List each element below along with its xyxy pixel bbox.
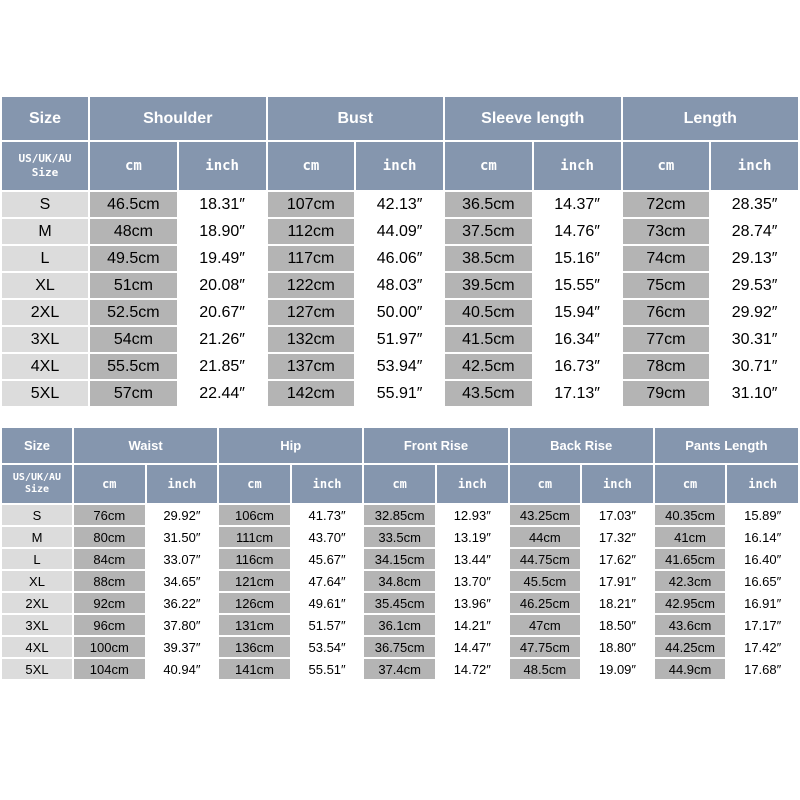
inch-value-cell: 22.44″ — [179, 381, 266, 406]
table-row — [2, 505, 798, 525]
cm-value-cell: 46.5cm — [90, 192, 177, 217]
sleeve-length-header: Sleeve length — [445, 97, 621, 140]
cm-value-cell: 126cm — [219, 593, 290, 613]
cm-value-cell: 36.1cm — [364, 615, 435, 635]
cm-value-cell: 74cm — [623, 246, 710, 271]
inch-value-cell: 13.19″ — [437, 527, 508, 547]
cm-value-cell: 122cm — [268, 273, 355, 298]
inch-value-cell: 16.34″ — [534, 327, 621, 352]
table-row — [2, 527, 798, 547]
unit-cm-header: cm — [364, 465, 435, 503]
cm-value-cell: 47.75cm — [510, 637, 581, 657]
inch-value-cell: 46.06″ — [356, 246, 443, 271]
size-cell: 2XL — [2, 300, 88, 325]
size-cell: S — [2, 192, 88, 217]
size-cell: 4XL — [2, 637, 72, 657]
table-row — [2, 327, 798, 352]
cm-value-cell: 57cm — [90, 381, 177, 406]
bottom-size-chart — [0, 426, 800, 681]
inch-value-cell: 16.73″ — [534, 354, 621, 379]
inch-value-cell: 31.50″ — [147, 527, 218, 547]
table-row — [2, 246, 798, 271]
unit-inch-header: inch — [147, 465, 218, 503]
inch-value-cell: 29.92″ — [711, 300, 798, 325]
length-header: Length — [623, 97, 799, 140]
cm-value-cell: 42.95cm — [655, 593, 726, 613]
cm-value-cell: 80cm — [74, 527, 145, 547]
inch-value-cell: 53.54″ — [292, 637, 363, 657]
cm-value-cell: 54cm — [90, 327, 177, 352]
cm-value-cell: 34.8cm — [364, 571, 435, 591]
size-region-line1: US/UK/AU — [18, 152, 72, 166]
table-row — [2, 354, 798, 379]
inch-value-cell: 42.13″ — [356, 192, 443, 217]
cm-value-cell: 40.5cm — [445, 300, 532, 325]
inch-value-cell: 17.42″ — [727, 637, 798, 657]
cm-value-cell: 116cm — [219, 549, 290, 569]
inch-value-cell: 29.53″ — [711, 273, 798, 298]
inch-value-cell: 14.76″ — [534, 219, 621, 244]
unit-inch-header: inch — [292, 465, 363, 503]
size-header: Size — [2, 97, 88, 140]
cm-value-cell: 137cm — [268, 354, 355, 379]
size-cell: 2XL — [2, 593, 72, 613]
bottom-table-body — [2, 505, 798, 679]
size-cell: S — [2, 505, 72, 525]
cm-value-cell: 48.5cm — [510, 659, 581, 679]
cm-value-cell: 43.5cm — [445, 381, 532, 406]
inch-value-cell: 30.71″ — [711, 354, 798, 379]
cm-value-cell: 41.5cm — [445, 327, 532, 352]
table-row — [2, 219, 798, 244]
size-cell: M — [2, 527, 72, 547]
cm-value-cell: 107cm — [268, 192, 355, 217]
cm-value-cell: 35.45cm — [364, 593, 435, 613]
inch-value-cell: 50.00″ — [356, 300, 443, 325]
cm-value-cell: 92cm — [74, 593, 145, 613]
inch-value-cell: 48.03″ — [356, 273, 443, 298]
size-cell: XL — [2, 273, 88, 298]
inch-value-cell: 39.37″ — [147, 637, 218, 657]
cm-value-cell: 72cm — [623, 192, 710, 217]
cm-value-cell: 36.5cm — [445, 192, 532, 217]
size-region-label — [2, 142, 88, 190]
unit-inch-header: inch — [534, 142, 621, 190]
inch-value-cell: 51.57″ — [292, 615, 363, 635]
inch-value-cell: 55.91″ — [356, 381, 443, 406]
inch-value-cell: 21.85″ — [179, 354, 266, 379]
cm-value-cell: 106cm — [219, 505, 290, 525]
cm-value-cell: 117cm — [268, 246, 355, 271]
top-size-chart — [0, 95, 800, 408]
inch-value-cell: 28.35″ — [711, 192, 798, 217]
cm-value-cell: 44cm — [510, 527, 581, 547]
inch-value-cell: 53.94″ — [356, 354, 443, 379]
inch-value-cell: 43.70″ — [292, 527, 363, 547]
inch-value-cell: 18.31″ — [179, 192, 266, 217]
inch-value-cell: 30.31″ — [711, 327, 798, 352]
inch-value-cell: 49.61″ — [292, 593, 363, 613]
cm-value-cell: 43.25cm — [510, 505, 581, 525]
cm-value-cell: 104cm — [74, 659, 145, 679]
inch-value-cell: 31.10″ — [711, 381, 798, 406]
inch-value-cell: 17.13″ — [534, 381, 621, 406]
size-cell: M — [2, 219, 88, 244]
cm-value-cell: 47cm — [510, 615, 581, 635]
inch-value-cell: 16.65″ — [727, 571, 798, 591]
inch-value-cell: 14.72″ — [437, 659, 508, 679]
hip-header: Hip — [219, 428, 362, 463]
cm-value-cell: 78cm — [623, 354, 710, 379]
cm-value-cell: 45.5cm — [510, 571, 581, 591]
inch-value-cell: 16.91″ — [727, 593, 798, 613]
cm-value-cell: 52.5cm — [90, 300, 177, 325]
size-cell: 5XL — [2, 659, 72, 679]
size-cell: 3XL — [2, 615, 72, 635]
unit-inch-header: inch — [711, 142, 798, 190]
inch-value-cell: 16.14″ — [727, 527, 798, 547]
cm-value-cell: 43.6cm — [655, 615, 726, 635]
inch-value-cell: 36.22″ — [147, 593, 218, 613]
size-cell: 5XL — [2, 381, 88, 406]
cm-value-cell: 127cm — [268, 300, 355, 325]
unit-inch-header: inch — [356, 142, 443, 190]
table-row — [2, 192, 798, 217]
inch-value-cell: 37.80″ — [147, 615, 218, 635]
cm-value-cell: 55.5cm — [90, 354, 177, 379]
unit-cm-header: cm — [655, 465, 726, 503]
cm-value-cell: 111cm — [219, 527, 290, 547]
size-region-line1: US/UK/AU — [12, 471, 62, 483]
table-row — [2, 273, 798, 298]
cm-value-cell: 73cm — [623, 219, 710, 244]
inch-value-cell: 21.26″ — [179, 327, 266, 352]
unit-cm-header: cm — [623, 142, 710, 190]
cm-value-cell: 142cm — [268, 381, 355, 406]
inch-value-cell: 13.70″ — [437, 571, 508, 591]
cm-value-cell: 100cm — [74, 637, 145, 657]
size-region-line2: Size — [24, 484, 50, 495]
cm-value-cell: 49.5cm — [90, 246, 177, 271]
inch-value-cell: 19.09″ — [582, 659, 653, 679]
table-row — [2, 571, 798, 591]
inch-value-cell: 14.37″ — [534, 192, 621, 217]
inch-value-cell: 17.62″ — [582, 549, 653, 569]
size-cell: 3XL — [2, 327, 88, 352]
bust-header: Bust — [268, 97, 444, 140]
cm-value-cell: 37.5cm — [445, 219, 532, 244]
cm-value-cell: 33.5cm — [364, 527, 435, 547]
table-row — [2, 593, 798, 613]
inch-value-cell: 17.32″ — [582, 527, 653, 547]
inch-value-cell: 17.17″ — [727, 615, 798, 635]
cm-value-cell: 41cm — [655, 527, 726, 547]
cm-value-cell: 32.85cm — [364, 505, 435, 525]
cm-value-cell: 136cm — [219, 637, 290, 657]
inch-value-cell: 16.40″ — [727, 549, 798, 569]
cm-value-cell: 131cm — [219, 615, 290, 635]
table-row — [2, 381, 798, 406]
unit-inch-header: inch — [582, 465, 653, 503]
table-row — [2, 549, 798, 569]
cm-value-cell: 112cm — [268, 219, 355, 244]
inch-value-cell: 45.67″ — [292, 549, 363, 569]
cm-value-cell: 96cm — [74, 615, 145, 635]
cm-value-cell: 42.3cm — [655, 571, 726, 591]
cm-value-cell: 40.35cm — [655, 505, 726, 525]
inch-value-cell: 17.91″ — [582, 571, 653, 591]
inch-value-cell: 14.47″ — [437, 637, 508, 657]
unit-inch-header: inch — [437, 465, 508, 503]
inch-value-cell: 19.49″ — [179, 246, 266, 271]
inch-value-cell: 34.65″ — [147, 571, 218, 591]
unit-cm-header: cm — [219, 465, 290, 503]
inch-value-cell: 15.89″ — [727, 505, 798, 525]
top-table-body — [2, 192, 798, 406]
cm-value-cell: 44.9cm — [655, 659, 726, 679]
cm-value-cell: 34.15cm — [364, 549, 435, 569]
unit-cm-header: cm — [268, 142, 355, 190]
cm-value-cell: 46.25cm — [510, 593, 581, 613]
inch-value-cell: 14.21″ — [437, 615, 508, 635]
inch-value-cell: 47.64″ — [292, 571, 363, 591]
inch-value-cell: 13.44″ — [437, 549, 508, 569]
table-row — [2, 637, 798, 657]
inch-value-cell: 44.09″ — [356, 219, 443, 244]
unit-cm-header: cm — [74, 465, 145, 503]
cm-value-cell: 41.65cm — [655, 549, 726, 569]
cm-value-cell: 44.25cm — [655, 637, 726, 657]
inch-value-cell: 33.07″ — [147, 549, 218, 569]
cm-value-cell: 121cm — [219, 571, 290, 591]
front-rise-header: Front Rise — [364, 428, 507, 463]
pants-length-header: Pants Length — [655, 428, 798, 463]
cm-value-cell: 42.5cm — [445, 354, 532, 379]
shoulder-header: Shoulder — [90, 97, 266, 140]
cm-value-cell: 84cm — [74, 549, 145, 569]
cm-value-cell: 36.75cm — [364, 637, 435, 657]
inch-value-cell: 41.73″ — [292, 505, 363, 525]
size-region-label — [2, 465, 72, 503]
cm-value-cell: 38.5cm — [445, 246, 532, 271]
inch-value-cell: 18.21″ — [582, 593, 653, 613]
waist-header: Waist — [74, 428, 217, 463]
unit-cm-header: cm — [90, 142, 177, 190]
inch-value-cell: 29.13″ — [711, 246, 798, 271]
cm-value-cell: 88cm — [74, 571, 145, 591]
cm-value-cell: 77cm — [623, 327, 710, 352]
inch-value-cell: 18.80″ — [582, 637, 653, 657]
cm-value-cell: 75cm — [623, 273, 710, 298]
cm-value-cell: 44.75cm — [510, 549, 581, 569]
table-row — [2, 615, 798, 635]
size-cell: XL — [2, 571, 72, 591]
inch-value-cell: 51.97″ — [356, 327, 443, 352]
inch-value-cell: 17.68″ — [727, 659, 798, 679]
cm-value-cell: 37.4cm — [364, 659, 435, 679]
inch-value-cell: 15.16″ — [534, 246, 621, 271]
cm-value-cell: 39.5cm — [445, 273, 532, 298]
table-row — [2, 300, 798, 325]
cm-value-cell: 76cm — [74, 505, 145, 525]
inch-value-cell: 13.96″ — [437, 593, 508, 613]
inch-value-cell: 40.94″ — [147, 659, 218, 679]
unit-inch-header: inch — [727, 465, 798, 503]
inch-value-cell: 12.93″ — [437, 505, 508, 525]
unit-cm-header: cm — [445, 142, 532, 190]
inch-value-cell: 18.50″ — [582, 615, 653, 635]
inch-value-cell: 15.55″ — [534, 273, 621, 298]
unit-inch-header: inch — [179, 142, 266, 190]
size-cell: L — [2, 246, 88, 271]
cm-value-cell: 76cm — [623, 300, 710, 325]
size-cell: L — [2, 549, 72, 569]
cm-value-cell: 79cm — [623, 381, 710, 406]
back-rise-header: Back Rise — [510, 428, 653, 463]
inch-value-cell: 17.03″ — [582, 505, 653, 525]
inch-value-cell: 20.08″ — [179, 273, 266, 298]
cm-value-cell: 51cm — [90, 273, 177, 298]
inch-value-cell: 18.90″ — [179, 219, 266, 244]
unit-cm-header: cm — [510, 465, 581, 503]
cm-value-cell: 141cm — [219, 659, 290, 679]
cm-value-cell: 48cm — [90, 219, 177, 244]
inch-value-cell: 29.92″ — [147, 505, 218, 525]
inch-value-cell: 28.74″ — [711, 219, 798, 244]
inch-value-cell: 55.51″ — [292, 659, 363, 679]
cm-value-cell: 132cm — [268, 327, 355, 352]
size-cell: 4XL — [2, 354, 88, 379]
table-row — [2, 659, 798, 679]
size-region-line2: Size — [31, 166, 59, 179]
inch-value-cell: 15.94″ — [534, 300, 621, 325]
size-header: Size — [2, 428, 72, 463]
inch-value-cell: 20.67″ — [179, 300, 266, 325]
